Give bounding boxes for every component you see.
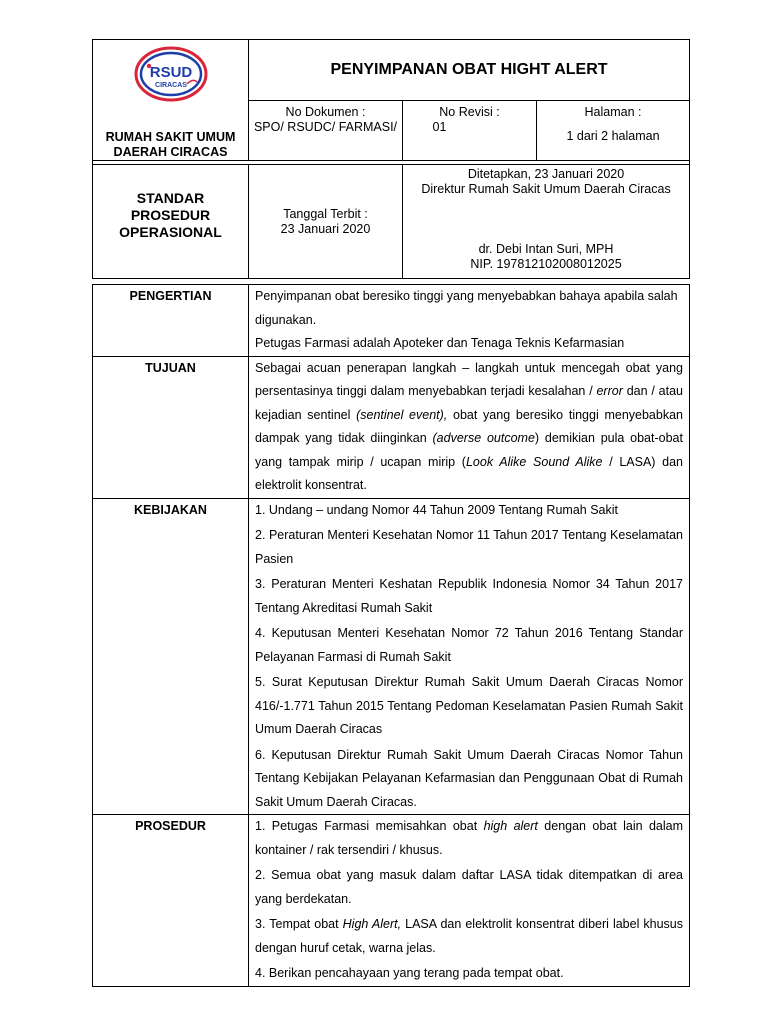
kebijakan-item: 4. Keputusan Menteri Kesehatan Nomor 72 Tahun 2016 Tentang Standar Pelayanan Farmasi di Rumah Sakit	[255, 626, 683, 664]
no-revisi-value: 01	[432, 120, 447, 134]
kebijakan-label: KEBIJAKAN	[93, 498, 249, 815]
logo-cell	[93, 40, 249, 161]
prosedur-item-1: 1. Petugas Farmasi memisahkan obat high alert dengan obat lain dalam kontainer / rak tersendiri / khusus.	[255, 819, 683, 857]
pengertian-p2: Petugas Farmasi adalah Apoteker dan Tenaga Teknis Kefarmasian	[255, 336, 625, 350]
content-table	[92, 284, 690, 987]
pengertian-content	[249, 285, 690, 357]
ditetapkan-cell	[403, 165, 690, 279]
svg-text:CIRACAS: CIRACAS	[154, 82, 187, 89]
document-title: PENYIMPANAN OBAT HIGHT ALERT	[249, 40, 690, 101]
tanggal-cell	[249, 165, 403, 279]
halaman-cell	[537, 101, 690, 161]
halaman-label: Halaman :	[584, 105, 642, 119]
signer-name: dr. Debi Intan Suri, MPH	[478, 242, 614, 256]
prosedur-label: PROSEDUR	[93, 815, 249, 987]
header-table	[92, 39, 690, 279]
tujuan-text: Sebagai acuan penerapan langkah – langkah untuk mencegah obat yang persentasinya tinggi dalam menyebabkan terjadi kesalahan / error dan / atau kejadian sentinel (sentinel event), obat yang beresiko tinggi menyebabkan dampak yang tidak diinginkan (adverse outcome) demikian pula obat-obat yang tampak mirip / ucapan mirip (Look Alike Sound Alike / LASA) dan elektrolit konsentrat.	[255, 360, 683, 492]
svg-text:RSUD: RSUD	[149, 64, 192, 81]
kebijakan-item: 6. Keputusan Direktur Rumah Sakit Umum Daerah Ciracas Nomor Tahun Tentang Kebijakan Pelayanan Kefarmasian dan Penggunaan Obat di Rumah Sakit Umum Daerah Ciracas.	[255, 747, 683, 809]
pengertian-p1: Penyimpanan obat beresiko tinggi yang menyebabkan bahaya apabila salah digunakan.	[255, 289, 678, 327]
ditetapkan-text: Ditetapkan, 23 Januari 2020	[467, 167, 625, 181]
hospital-name-line1: RUMAH SAKIT UMUM	[105, 130, 236, 144]
prosedur-item-3: 3. Tempat obat High Alert, LASA dan elektrolit konsentrat diberi label khusus dengan huruf cetak, warna jelas.	[255, 917, 683, 955]
signer-nip: NIP. 197812102008012025	[470, 257, 622, 271]
halaman-value: 1 dari 2 halaman	[566, 129, 660, 143]
no-dokumen-label: No Dokumen :	[285, 105, 366, 119]
tujuan-label: TUJUAN	[93, 356, 249, 498]
spo-line1: STANDAR	[136, 190, 205, 206]
kebijakan-item: 1. Undang – undang Nomor 44 Tahun 2009 Tentang Rumah Sakit	[255, 502, 618, 517]
kebijakan-item: 2. Peraturan Menteri Kesehatan Nomor 11 Tahun 2017 Tentang Keselamatan Pasien	[255, 528, 683, 566]
no-dokumen-cell	[249, 101, 403, 161]
prosedur-item-4: 4. Berikan pencahayaan yang terang pada tempat obat.	[255, 966, 564, 980]
hospital-logo-icon	[131, 44, 211, 106]
spo-line2: PROSEDUR	[130, 207, 211, 223]
spo-cell	[93, 165, 249, 279]
spo-line3: OPERASIONAL	[119, 224, 222, 240]
prosedur-item-2: 2. Semua obat yang masuk dalam daftar LASA tidak ditempatkan di area yang berdekatan.	[255, 868, 683, 906]
no-revisi-label: No Revisi :	[439, 105, 500, 119]
kebijakan-content	[249, 498, 690, 815]
direktur-text: Direktur Rumah Sakit Umum Daerah Ciracas	[421, 182, 671, 196]
tanggal-value: 23 Januari 2020	[280, 221, 371, 236]
no-dokumen-value: SPO/ RSUDC/ FARMASI/	[253, 120, 398, 134]
kebijakan-item: 3. Peraturan Menteri Keshatan Republik Indonesia Nomor 34 Tahun 2017 Tentang Akreditasi Rumah Sakit	[255, 577, 683, 615]
tanggal-label: Tanggal Terbit :	[283, 206, 368, 221]
tujuan-content	[249, 356, 690, 498]
prosedur-content	[249, 815, 690, 987]
no-revisi-cell	[403, 101, 537, 161]
pengertian-label: PENGERTIAN	[93, 285, 249, 357]
hospital-name-line2: DAERAH CIRACAS	[113, 145, 228, 159]
kebijakan-item: 5. Surat Keputusan Direktur Rumah Sakit Umum Daerah Ciracas Nomor 416/-1.771 Tahun 2015 Tentang Pedoman Keselamatan Pasien Rumah Sakit Umum Daerah Ciracas	[255, 675, 683, 736]
